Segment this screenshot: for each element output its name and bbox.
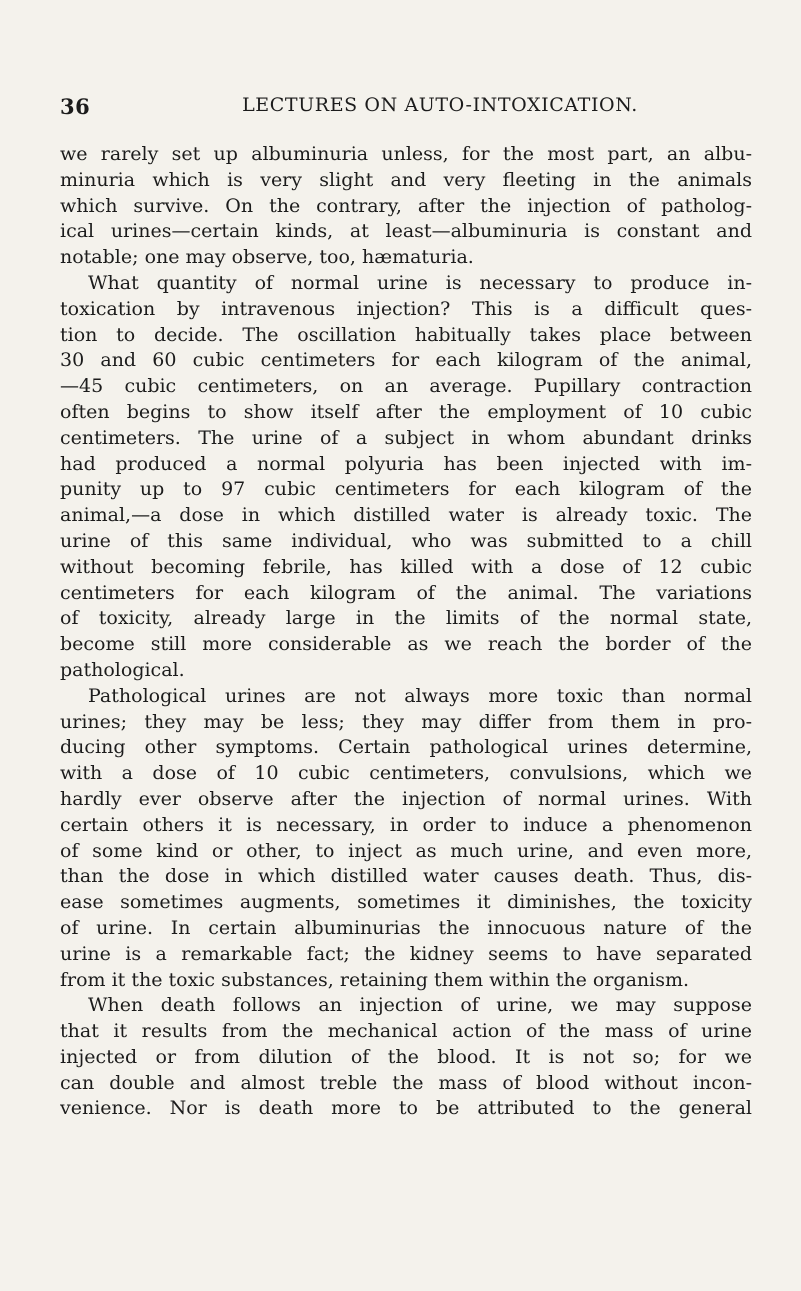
text-line: without becoming febrile, has killed with a dose of 12 cubic [60, 555, 752, 578]
text-line: certain others it is necessary, in order to induce a phenomenon [60, 813, 752, 836]
text-line: minuria which is very slight and very fleeting in the animals [60, 168, 752, 191]
text-line: can double and almost treble the mass of blood without incon- [60, 1071, 752, 1094]
text-line: with a dose of 10 cubic centimeters, convulsions, which we [60, 762, 752, 785]
text-line: Pathological urines are not always more toxic than normal [88, 684, 752, 707]
text-line: from it the toxic substances, retaining them within the organism. [60, 968, 690, 991]
text-line: than the dose in which distilled water causes death. Thus, dis- [60, 865, 752, 888]
text-line: had produced a normal polyuria has been injected with im- [60, 452, 752, 475]
text-line: injected or from dilution of the blood. It is not so; for we [60, 1045, 752, 1068]
text-line: urine is a remarkable fact; the kidney seems to have separated [60, 942, 752, 965]
text-line: animal,—a dose in which distilled water is already toxic. The [60, 504, 752, 527]
text-line: —45 cubic centimeters, on an average. Pupillary contraction [60, 375, 752, 398]
text-line: tion to decide. The oscillation habitually takes place between [60, 323, 752, 346]
text-line: which survive. On the contrary, after the injection of patholog- [60, 194, 752, 217]
text-line: pathological. [60, 658, 185, 681]
text-line: we rarely set up albuminuria unless, for the most part, an albu- [60, 143, 752, 165]
body-text [60, 142, 752, 1122]
text-line: notable; one may observe, too, hæmaturia. [60, 246, 474, 269]
text-line: of toxicity, already large in the limits of the normal state, [60, 607, 752, 630]
text-line: become still more considerable as we reach the border of the [60, 633, 752, 656]
text-line: often begins to show itself after the employment of 10 cubic [60, 400, 752, 423]
text-line: When death follows an injection of urine, we may suppose [88, 994, 752, 1017]
text-line: ical urines—certain kinds, at least—albuminuria is constant and [60, 220, 752, 243]
text-line: urine of this same individual, who was submitted to a chill [60, 529, 752, 552]
text-line: of urine. In certain albuminurias the innocuous nature of the [60, 916, 752, 939]
text-line: punity up to 97 cubic centimeters for each kilogram of the [60, 478, 752, 501]
page-header [60, 94, 750, 122]
text-line: centimeters. The urine of a subject in whom abundant drinks [60, 426, 752, 449]
text-line: 30 and 60 cubic centimeters for each kilogram of the animal, [60, 349, 752, 372]
text-line: What quantity of normal urine is necessary to produce in- [88, 271, 752, 294]
text-line: centimeters for each kilogram of the animal. The variations [60, 581, 752, 604]
text-line: ease sometimes augments, sometimes it diminishes, the toxicity [60, 891, 752, 914]
text-line: hardly ever observe after the injection of normal urines. With [60, 787, 752, 810]
text-line: that it results from the mechanical action of the mass of urine [60, 1020, 752, 1043]
text-line: venience. Nor is death more to be attributed to the general [60, 1097, 752, 1120]
text-line: toxication by intravenous injection? This is a difficult ques- [60, 297, 752, 320]
text-line: urines; they may be less; they may differ from them in pro- [60, 710, 752, 733]
running-head: LECTURES ON AUTO-INTOXICATION. [242, 94, 638, 116]
page-number: 36 [60, 94, 91, 119]
text-line: of some kind or other, to inject as much urine, and even more, [60, 839, 752, 862]
text-line: ducing other symptoms. Certain pathological urines determine, [60, 736, 752, 759]
